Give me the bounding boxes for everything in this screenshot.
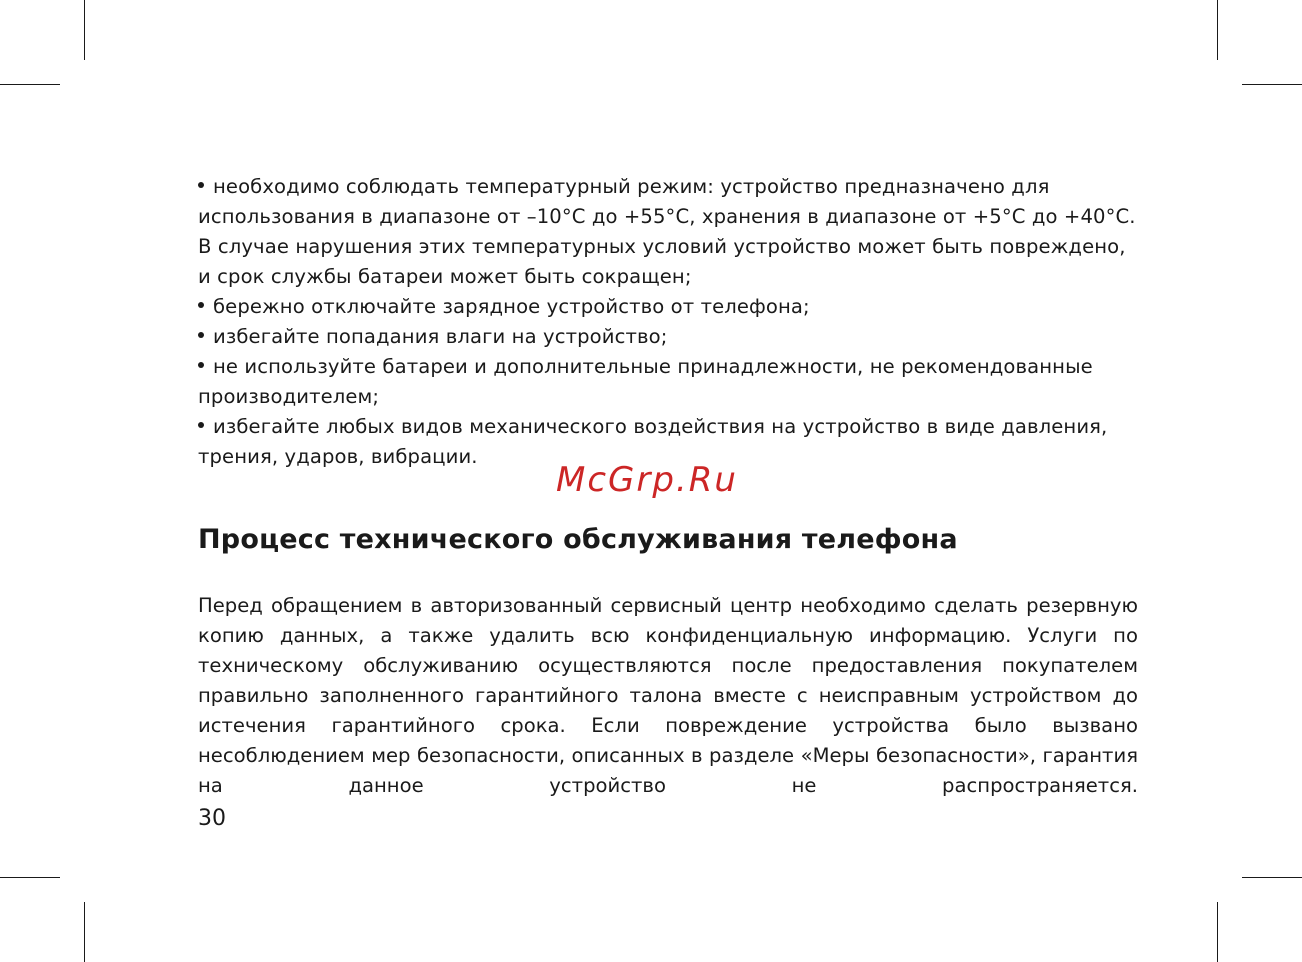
section-body: Перед обращением в авторизованный сервисный центр необходимо сделать резервную копию данных, а также удалить всю конфиденциальную информацию. Услуги по техническому обслуживанию осуществляются после предоставления покупателем правильно заполненного гарантийного талона вместе с неисправным устройством до истечения гарантийного срока. Если повреждение устройства было вызвано несоблюдением мер безопасности, описанных в разделе «Меры безопасности», гарантия на данное устройство не распространяется. <box>198 594 1138 797</box>
crop-mark <box>1217 0 1218 60</box>
crop-mark <box>84 902 85 962</box>
watermark-link[interactable]: McGrp.Ru <box>556 460 738 500</box>
list-item: избегайте попадания влаги на устройство; <box>198 322 1138 352</box>
list-item: бережно отключайте зарядное устройство от телефона; <box>198 292 1138 322</box>
bullet-icon <box>198 362 204 368</box>
bullet-icon <box>198 302 204 308</box>
bullet-icon <box>198 182 204 188</box>
page-number: 30 <box>198 806 226 831</box>
crop-mark <box>1242 84 1302 85</box>
crop-mark <box>84 0 85 60</box>
list-item: не используйте батареи и дополнительные принадлежности, не рекомендованные производителем; <box>198 355 1093 408</box>
bullet-icon <box>198 332 204 338</box>
bullet-list <box>198 172 1138 472</box>
crop-mark <box>1242 877 1302 878</box>
crop-mark <box>0 877 60 878</box>
list-item: избегайте любых видов механического воздействия на устройство в виде давления, трения, ударов, вибрации. <box>198 415 1108 468</box>
crop-mark <box>0 84 60 85</box>
crop-mark <box>1217 902 1218 962</box>
list-item: необходимо соблюдать температурный режим: устройство предназначено для использования в диапазоне от –10°C до +55°C, хранения в диапазоне от +5°C до +40°C. В случае нарушения этих температурных условий устройство может быть повреждено, и срок службы батареи может быть сокращен; <box>198 175 1136 288</box>
section-title: Процесс технического обслуживания телефона <box>198 524 958 555</box>
bullet-icon <box>198 422 204 428</box>
